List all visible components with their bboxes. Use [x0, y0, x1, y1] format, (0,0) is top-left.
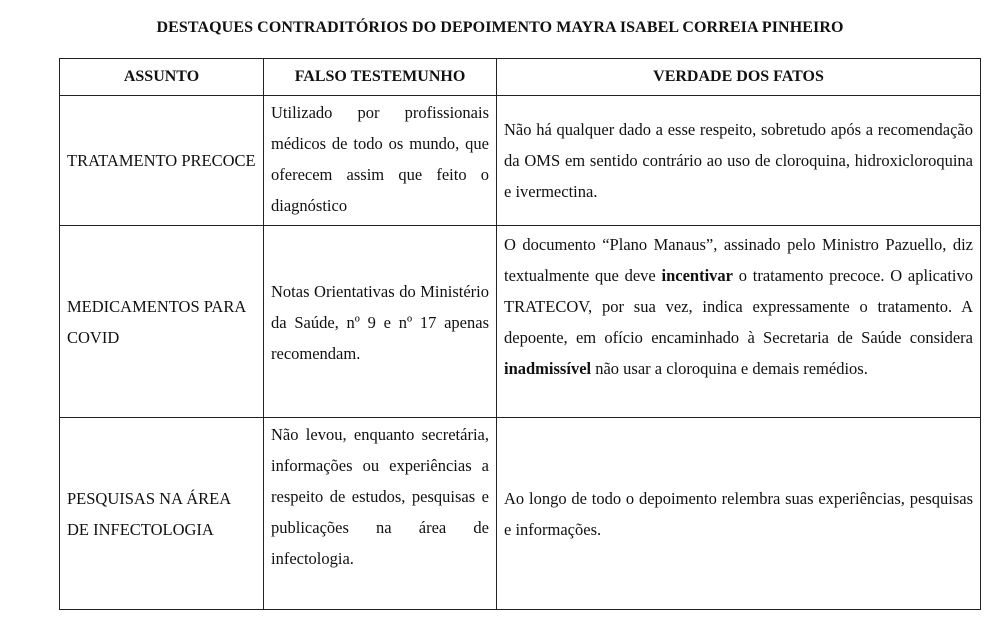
table-row	[60, 96, 981, 226]
emphasis-inadmissivel: inadmissível	[504, 359, 592, 378]
truth-text: não usar a cloroquina e demais remédios.	[591, 359, 868, 378]
truth-text: O documento “Plano Manaus”, assinado pelo Ministro Pazuello, diz textualmente que deve	[504, 235, 973, 285]
truth-text: o tratamento precoce. O aplicativo TRATECOV, por sua vez, indica expressamente o tratamento. A depoente, em ofício encaminhado à Secretaria de Saúde considera	[504, 266, 973, 347]
false-testimony-cell: Utilizado por profissionais médicos de todo os mundo, que oferecem assim que feito o diagnóstico	[264, 96, 497, 226]
truth-cell: Ao longo de todo o depoimento relembra suas experiências, pesquisas e informações.	[497, 418, 981, 610]
table-row	[60, 418, 981, 610]
false-testimony-cell: Notas Orientativas do Ministério da Saúde, nº 9 e nº 17 apenas recomendam.	[264, 226, 497, 418]
subject-cell: MEDICAMENTOS PARA COVID	[60, 226, 264, 418]
emphasis-incentivar: incentivar	[661, 266, 733, 285]
header-truth: VERDADE DOS FATOS	[497, 59, 981, 96]
table-row	[60, 226, 981, 418]
document-title: DESTAQUES CONTRADITÓRIOS DO DEPOIMENTO MAYRA ISABEL CORREIA PINHEIRO	[156, 19, 844, 36]
subject-cell: TRATAMENTO PRECOCE	[60, 96, 264, 226]
false-testimony-cell: Não levou, enquanto secretária, informações ou experiências a respeito de estudos, pesquisas e publicações na área de infectologia.	[264, 418, 497, 610]
header-subject: ASSUNTO	[60, 59, 264, 96]
subject-cell: PESQUISAS NA ÁREA DE INFECTOLOGIA	[60, 418, 264, 610]
table-header-row	[60, 59, 981, 96]
contradictions-table	[59, 58, 981, 610]
truth-cell	[497, 226, 981, 418]
header-false-testimony: FALSO TESTEMUNHO	[264, 59, 497, 96]
truth-cell: Não há qualquer dado a esse respeito, sobretudo após a recomendação da OMS em sentido contrário ao uso de cloroquina, hidroxicloroquina e ivermectina.	[497, 96, 981, 226]
